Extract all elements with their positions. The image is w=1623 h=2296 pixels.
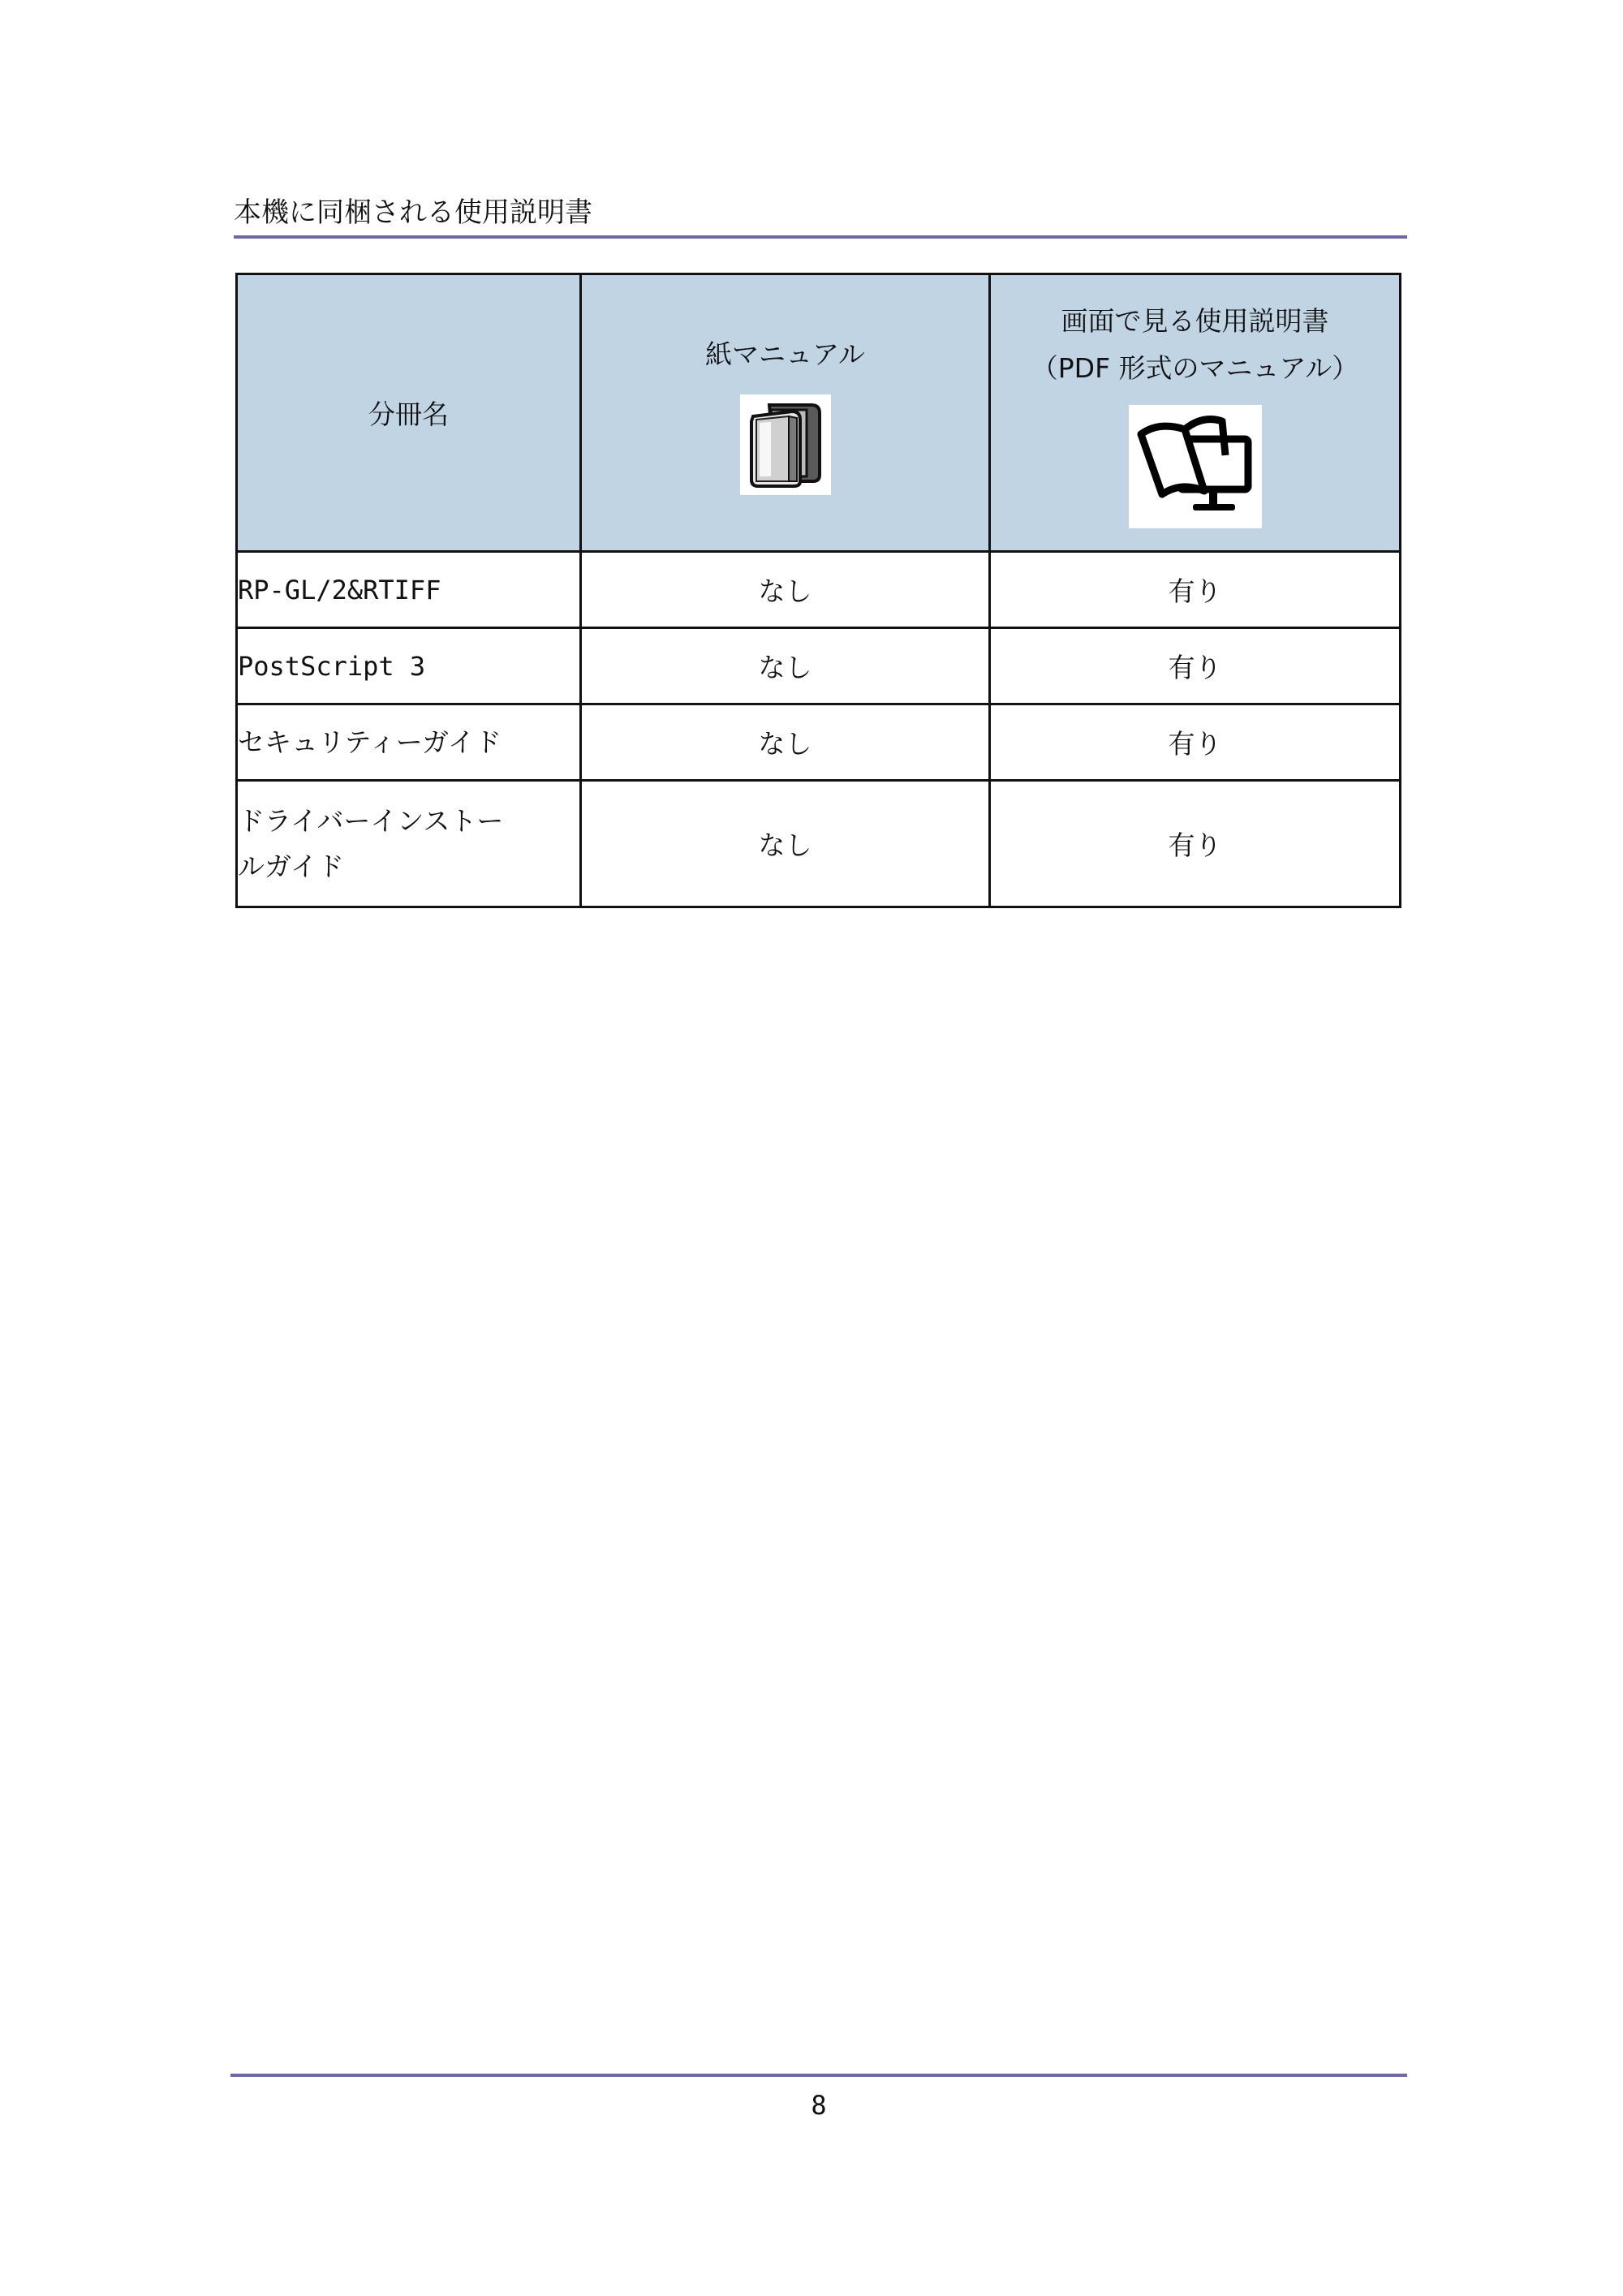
column-header-screen-label-1: 画面で見る使用説明書 bbox=[1061, 304, 1329, 337]
row-screen-value: 有り bbox=[990, 628, 1401, 704]
row-name: RP-GL/2&RTIFF bbox=[237, 552, 581, 628]
footer-rule bbox=[230, 2074, 1407, 2077]
row-name-line-1: ドライバーインストー bbox=[238, 804, 504, 837]
pdf-monitor-icon bbox=[1129, 405, 1262, 528]
table-row bbox=[237, 781, 1401, 907]
column-header-paper bbox=[581, 274, 990, 552]
row-name bbox=[237, 781, 581, 907]
row-paper-value: なし bbox=[581, 628, 990, 704]
page-number: 8 bbox=[811, 2090, 827, 2121]
row-paper-value: なし bbox=[581, 704, 990, 781]
column-header-screen bbox=[990, 274, 1401, 552]
page-title: 本機に同梱される使用説明書 bbox=[234, 196, 592, 229]
row-name: PostScript 3 bbox=[237, 628, 581, 704]
row-screen-value: 有り bbox=[990, 781, 1401, 907]
row-paper-value: なし bbox=[581, 781, 990, 907]
row-paper-value: なし bbox=[581, 552, 990, 628]
page-footer bbox=[230, 2074, 1407, 2121]
column-header-name: 分冊名 bbox=[237, 274, 581, 552]
header-rule bbox=[234, 235, 1407, 239]
row-screen-value: 有り bbox=[990, 704, 1401, 781]
row-name: セキュリティーガイド bbox=[237, 704, 581, 781]
table-row bbox=[237, 704, 1401, 781]
row-screen-value: 有り bbox=[990, 552, 1401, 628]
books-icon bbox=[740, 394, 831, 495]
column-header-paper-label: 紙マニュアル bbox=[705, 338, 865, 370]
column-header-screen-label-2: （PDF 形式のマニュアル） bbox=[1031, 351, 1359, 384]
row-name-line-2: ルガイド bbox=[238, 850, 345, 882]
table-header-row bbox=[237, 274, 1401, 552]
table-row bbox=[237, 552, 1401, 628]
page-header bbox=[234, 195, 1407, 239]
manuals-table bbox=[235, 273, 1401, 908]
table-row bbox=[237, 628, 1401, 704]
